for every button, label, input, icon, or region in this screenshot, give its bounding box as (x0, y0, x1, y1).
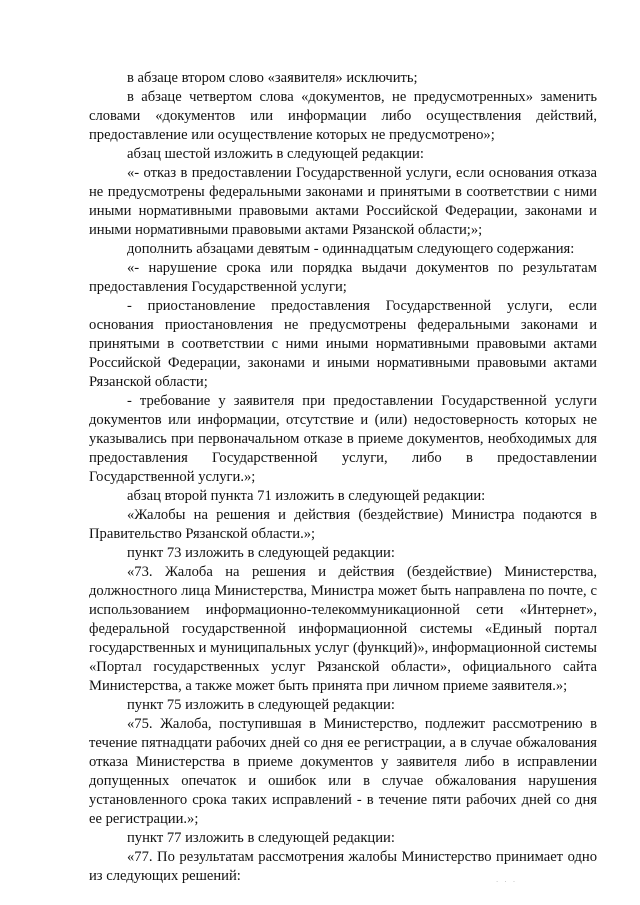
paragraph: «73. Жалоба на решения и действия (бездействие) Министерства, должностного лица Министерства, Министра может быть направлена по почте, с использованием информационно-телекоммуникационной сети «Интернет», федеральной государственной информационной системы «Единый портал государственных и муниципальных услуг (функций)», информационной системы «Портал государственных услуг Рязанской области», официального сайта Министерства, а также может быть принята при личном приеме заявителя.»; (89, 564, 597, 694)
paragraph: в абзаце четвертом слова «документов, не предусмотренных» заменить словами «документов или информации либо осуществления действий, предоставление или осуществление которых не предусмотрено»; (89, 89, 597, 143)
paragraph: «77. По результатам рассмотрения жалобы Министерство принимает одно из следующих решений: (89, 849, 597, 884)
paragraph: пункт 77 изложить в следующей редакции: (127, 830, 395, 846)
document-body (89, 69, 597, 886)
paragraph: «- нарушение срока или порядка выдачи документов по результатам предоставления Государственной услуги; (89, 260, 597, 295)
paragraph: дополнить абзацами девятым - одиннадцатым следующего содержания: (127, 241, 575, 257)
paragraph: «- отказ в предоставлении Государственной услуги, если основания отказа не предусмотрены федеральными законами и принятыми в соответствии с ними иными нормативными правовыми актами Российской Федерации, законами и иными нормативными правовыми актами Рязанской области;»; (89, 165, 597, 238)
scan-speck: · · · (496, 878, 518, 886)
paragraph: в абзаце втором слово «заявителя» исключить; (127, 70, 418, 86)
paragraph: - приостановление предоставления Государственной услуги, если основания приостановления не предусмотрены федеральными законами и принятыми в соответствии с ними иными нормативными правовыми актами Российской Федерации, законами и иными нормативными правовыми актами Рязанской области; (89, 298, 597, 390)
paragraph: «Жалобы на решения и действия (бездействие) Министра подаются в Правительство Рязанской области.»; (89, 507, 597, 542)
paragraph: пункт 75 изложить в следующей редакции: (127, 697, 395, 713)
paragraph: «75. Жалоба, поступившая в Министерство, подлежит рассмотрению в течение пятнадцати рабочих дней со дня ее регистрации, а в случае обжалования отказа Министерства в приеме документов у заявителя либо в исправлении допущенных опечаток и ошибок или в случае обжалования нарушения установленного срока таких исправлений - в течение пяти рабочих дней со дня ее регистрации.»; (89, 716, 597, 827)
paragraph: - требование у заявителя при предоставлении Государственной услуги документов или информации, отсутствие и (или) недостоверность которых не указывались при первоначальном отказе в приеме документов, необходимых для предоставления Государственной услуги, либо в предоставлении Государственной услуги.»; (89, 393, 597, 485)
paragraph: абзац шестой изложить в следующей редакции: (127, 146, 424, 162)
paragraph: пункт 73 изложить в следующей редакции: (127, 545, 395, 561)
paragraph: абзац второй пункта 71 изложить в следующей редакции: (127, 488, 486, 504)
